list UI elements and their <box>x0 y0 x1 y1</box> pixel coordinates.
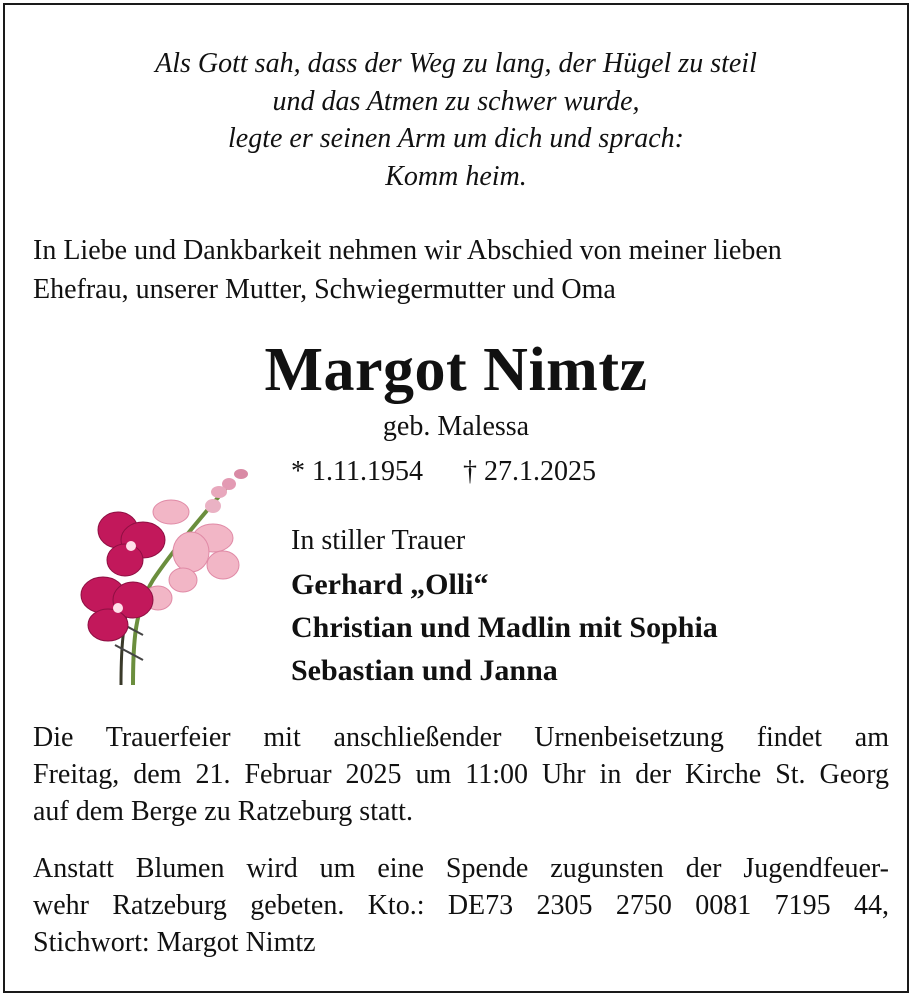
obituary-notice <box>3 3 909 993</box>
donation-line: Anstatt Blumen wird um eine Spende zugunsten der Jugendfeuer- <box>33 853 889 884</box>
donation-line: Stichwort: Margot Nimtz <box>33 927 316 958</box>
birth-date: * 1.11.1954 <box>291 456 423 487</box>
funeral-info <box>33 719 889 830</box>
donation-line: wehr Ratzeburg gebeten. Kto.: DE73 2305 2750 0081 7195 44, <box>33 890 889 921</box>
birth-name: geb. Malessa <box>382 411 530 442</box>
death-date: † 27.1.2025 <box>462 456 596 487</box>
mourner-name: Gerhard „Olli“ <box>291 568 489 601</box>
deceased-name: Margot Nimtz <box>264 336 648 404</box>
funeral-line: Die Trauerfeier mit anschließender Urnenbeisetzung findet am <box>33 722 889 753</box>
intro-line: In Liebe und Dankbarkeit nehmen wir Abschied von meiner lieben <box>33 235 782 266</box>
poem-line: Komm heim. <box>385 160 527 192</box>
mourners-heading: In stiller Trauer <box>291 525 466 556</box>
poem <box>5 45 907 195</box>
funeral-line: Freitag, dem 21. Februar 2025 um 11:00 Uhr in der Kirche St. Georg <box>33 759 889 790</box>
poem-line: und das Atmen zu schwer wurde, <box>272 85 640 117</box>
intro-line: Ehefrau, unserer Mutter, Schwiegermutter und Oma <box>33 274 616 305</box>
life-dates <box>291 454 596 490</box>
funeral-line: auf dem Berge zu Ratzeburg statt. <box>33 796 413 827</box>
mourner-name: Sebastian und Janna <box>291 654 558 687</box>
mourner-name: Christian und Madlin mit Sophia <box>291 611 718 644</box>
donation-info <box>33 850 889 961</box>
mourners-list <box>291 563 718 692</box>
poem-line: legte er seinen Arm um dich und sprach: <box>228 123 684 154</box>
orchid-icon <box>63 460 263 690</box>
poem-line: Als Gott sah, dass der Weg zu lang, der Hügel zu steil <box>155 48 757 79</box>
intro-text <box>33 231 893 309</box>
